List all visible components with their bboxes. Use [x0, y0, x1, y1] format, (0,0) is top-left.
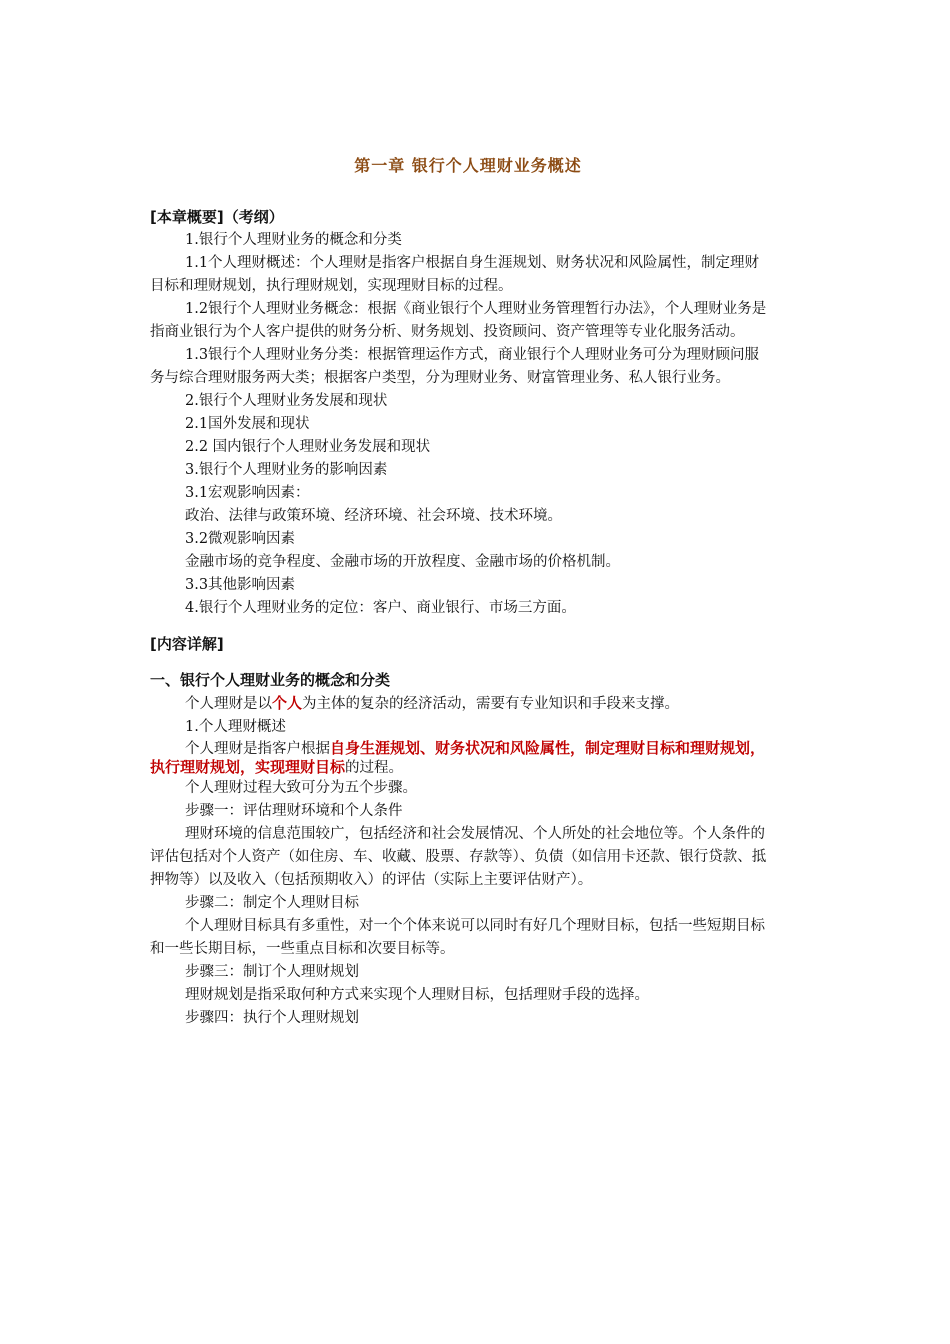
summary-line: 1.3银行个人理财业务分类：根据管理运作方式，商业银行个人理财业务可分为理财顾问服务与综合理财服务两大类；根据客户类型，分为理财业务、财富管理业务、私人银行业务。	[150, 347, 760, 386]
summary-line: 3.1宏观影响因素：	[185, 485, 310, 501]
summary-line: 2.银行个人理财业务发展和现状	[185, 393, 388, 409]
summary-line: 2.1国外发展和现状	[185, 416, 310, 432]
step-heading: 步骤二：制定个人理财目标	[185, 895, 359, 911]
document-body	[150, 206, 772, 1030]
step-text: 理财规划是指采取何种方式来实现个人理财目标，包括理财手段的选择。	[185, 987, 649, 1003]
highlight-text: 个人	[272, 694, 303, 712]
summary-line: 1.1个人理财概述：个人理财是指客户根据自身生涯规划、财务状况和风险属性，制定理财目标和理财规划，执行理财规划，实现理财目标的过程。	[150, 255, 760, 294]
summary-line: 金融市场的竞争程度、金融市场的开放程度、金融市场的价格机制。	[185, 554, 620, 570]
intro-paragraph: 个人理财是以个人为主体的复杂的经济活动，需要有专业知识和手段来支撑。	[185, 694, 680, 712]
summary-line: 3.2微观影响因素	[185, 531, 296, 547]
summary-line: 4.银行个人理财业务的定位：客户、商业银行、市场三方面。	[185, 600, 576, 616]
highlight-text: 自身生涯规划、财务状况和风险属性，制定理财目标和理财规划，执行理财规划，实现理财目标	[150, 739, 766, 776]
step-heading: 步骤四：执行个人理财规划	[185, 1010, 359, 1026]
definition-paragraph: 个人理财是指客户根据自身生涯规划、财务状况和风险属性，制定理财目标和理财规划，执行理财规划，实现理财目标的过程。	[150, 739, 766, 776]
summary-line: 3.3其他影响因素	[185, 577, 296, 593]
summary-line: 政治、法律与政策环境、经济环境、社会环境、技术环境。	[185, 508, 562, 524]
step-heading: 步骤一：评估理财环境和个人条件	[185, 803, 403, 819]
summary-line: 2.2 国内银行个人理财业务发展和现状	[185, 439, 431, 455]
step-text: 理财环境的信息范围较广，包括经济和社会发展情况、个人所处的社会地位等。个人条件的评估包括对个人资产（如住房、车、收藏、股票、存款等）、负债（如信用卡还款、银行贷款、抵押物等）以及收入（包括预期收入）的评估（实际上主要评估财产）。	[150, 826, 767, 888]
detail-heading: [内容详解]	[150, 635, 224, 653]
step-text: 个人理财目标具有多重性，对一个个体来说可以同时有好几个理财目标，包括一些短期目标和一些长期目标，一些重点目标和次要目标等。	[150, 918, 765, 957]
summary-line: 1.银行个人理财业务的概念和分类	[185, 232, 402, 248]
summary-line: 1.2银行个人理财业务概念：根据《商业银行个人理财业务管理暂行办法》，个人理财业务是指商业银行为个人客户提供的财务分析、财务规划、投资顾问、资产管理等专业化服务活动。	[150, 301, 767, 340]
subsection-heading: 1.个人理财概述	[185, 719, 286, 735]
section-heading: 一、银行个人理财业务的概念和分类	[150, 671, 391, 689]
chapter-title: 第一章 银行个人理财业务概述	[354, 156, 582, 175]
summary-heading: [本章概要]（考纲）	[150, 208, 284, 226]
steps-intro: 个人理财过程大致可分为五个步骤。	[185, 780, 417, 796]
step-heading: 步骤三：制订个人理财规划	[185, 964, 359, 980]
summary-line: 3.银行个人理财业务的影响因素	[185, 462, 388, 478]
